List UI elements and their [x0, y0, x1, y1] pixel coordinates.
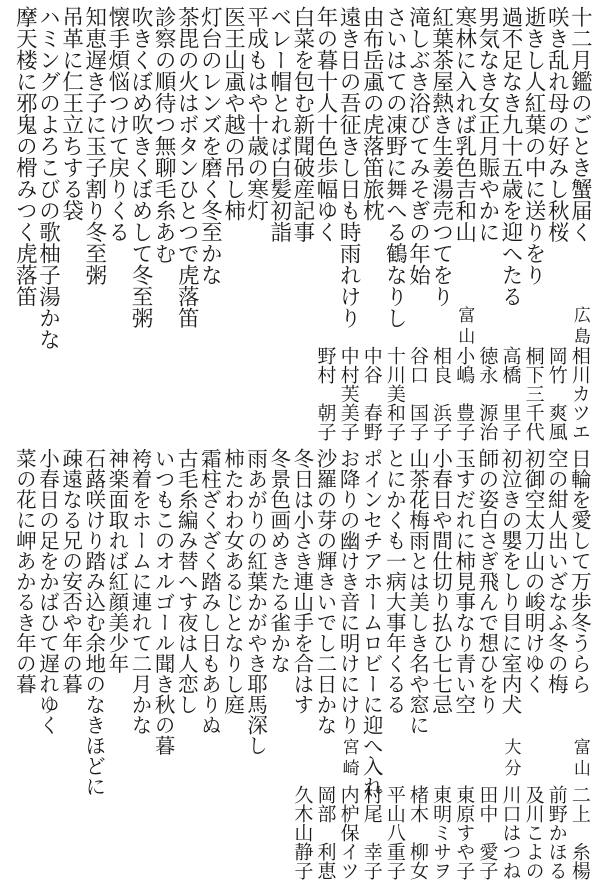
haiku-text: ハミングのよろこびの歌柚子湯かな [35, 6, 61, 350]
haiku-text: 茶毘の火はボタンひとつで虎落笛 [174, 6, 200, 329]
author-name: 野村 朝子 [314, 346, 337, 441]
author-name: 中村芙美子 [337, 346, 360, 441]
haiku-text: 袴着をホームに連れて二月かな [128, 448, 152, 735]
haiku-text: 男気なき女正月賑やかに [474, 6, 500, 243]
haiku-text: 沙羅の芽の輝きいでし二日かな [313, 448, 337, 735]
haiku-text: 初御空太刀山の峻明けゆく [521, 448, 546, 694]
haiku-text: 師の姿白さぎ飛んで想ひをり [474, 448, 499, 715]
haiku-text: 神楽面取れば紅顔美少年 [104, 448, 129, 674]
author-name: 岡部 利恵 [314, 785, 337, 880]
haiku-text: 雨あがりの紅葉かがやき耶馬深し [243, 448, 268, 756]
author-name: 楮木 柳女 [407, 785, 429, 880]
haiku-text: 寒林に入れば乳色吉和山 [451, 6, 477, 243]
region-label: 広島 [569, 306, 590, 348]
haiku-entry [172, 448, 199, 880]
haiku-entry [195, 448, 222, 880]
haiku-text: 咲き乱れ母の好みし秋桜 [544, 6, 570, 243]
haiku-text: 玉すだれに柿見事なり青い空 [451, 448, 476, 715]
haiku-entry [218, 448, 245, 880]
author-name: 田中 愛子 [476, 785, 499, 880]
haiku-text: ベレー帽とれば白髪初詣 [266, 6, 292, 243]
author-name: 久木山静子 [291, 785, 314, 880]
haiku-entry [519, 448, 546, 880]
author-name: 桐下三千代 [522, 346, 545, 441]
haiku-text: 石蕗咲けり踏み込む余地のなきほどに [81, 448, 106, 797]
haiku-text: 由布岳颪の虎落笛旅枕 [359, 6, 385, 221]
author-name: 小嶋 豊子 [453, 346, 476, 441]
haiku-text: 山茶花梅雨とは美しき名や窓に [405, 448, 430, 735]
haiku-text: 古毛糸編み替へす夜は人恋し [174, 448, 199, 715]
haiku-text: 滝しぶき浴びてみそぎの年始 [405, 6, 431, 286]
author-name: 内枦保イツ [337, 785, 360, 880]
haiku-text: 冬日は小さき連山手を合はす [289, 448, 314, 715]
region-label: 富山 [454, 306, 475, 348]
author-name: 二上 糸楊 [568, 785, 591, 880]
author-name: 平山八重子 [383, 785, 406, 880]
author-name: 中谷 春野 [360, 346, 383, 441]
haiku-text: 年の暮十人十色歩幅ゆく [313, 6, 338, 243]
haiku-text: さいはての凍野に舞へる鶴なりし [382, 6, 408, 329]
haiku-entry [380, 448, 407, 880]
haiku-text: 小春日の足をかばひて遅れゆく [35, 448, 60, 735]
haiku-text: 摩天楼に邪鬼の榾みつく虎落笛 [12, 6, 38, 307]
haiku-text: 平成もはや十歳の寒灯 [243, 6, 269, 221]
haiku-text: 過不足なき九十五歳を迎へたる [498, 6, 523, 307]
haiku-text: 菜の花に岬あかるき年の暮 [12, 448, 37, 694]
haiku-text: 柿たわわ女あるじとなりし庭 [220, 448, 245, 715]
author-name: 十川美和子 [383, 346, 406, 441]
haiku-text: 冬景色画めきたる雀かな [266, 448, 291, 674]
author-name: 川口はつね [499, 785, 522, 880]
haiku-text: お降りの幽けき音に明けにけり [336, 448, 361, 735]
haiku-text: 空の紺人出いざなふ冬の梅 [544, 448, 569, 694]
haiku-text: とにかくも一病大事年くるる [382, 448, 407, 715]
upper-haiku-block [10, 6, 593, 441]
haiku-text: 逝きし人紅葉の中に送りをり [521, 6, 547, 286]
haiku-text: 日輪を愛して万歩冬うらら [567, 448, 592, 694]
haiku-text: 十二月鑑のごとき蟹届く [567, 6, 593, 243]
haiku-entry [10, 6, 38, 441]
author-name: 相川カツエ [568, 346, 591, 441]
haiku-entry [565, 448, 592, 880]
haiku-text: ポインセチアホームロビーに迎へ入れ [359, 448, 384, 797]
author-name: 相良 浜子 [430, 346, 453, 441]
author-name: 徳永 源治 [476, 346, 499, 441]
haiku-entry [542, 448, 569, 880]
region-label: 宮崎 [338, 738, 359, 780]
haiku-text: 吹きくぼめ吹きくぼめして冬至粥 [128, 6, 153, 329]
region-label: 大分 [500, 738, 521, 780]
haiku-entry [10, 448, 37, 880]
haiku-entry [403, 448, 430, 880]
author-name: 高橋 里子 [499, 346, 522, 441]
haiku-entry [357, 448, 384, 880]
author-name: 村尾 幸子 [360, 785, 383, 880]
author-name: 岡竹 爽風 [545, 346, 568, 441]
haiku-text: 診察の順待つ無聊毛糸あむ [151, 6, 177, 264]
region-label: 富山 [569, 738, 590, 780]
haiku-text: 医王山颪や越の吊し柿 [220, 6, 246, 221]
haiku-text: いつもこのオルゴール聞き秋の暮 [151, 448, 176, 756]
haiku-text: 灯台のレンズを磨く冬至かな [197, 6, 223, 286]
haiku-text: 吊革に仁王立ちする袋 [58, 6, 84, 221]
haiku-text: 小春日や間仕切り払ひ七七忌 [428, 448, 453, 715]
author-name: 谷口 国子 [407, 346, 429, 441]
haiku-text: 知恵遅き子に玉子割り冬至粥 [81, 6, 107, 286]
haiku-text: 疎遠なる兄の安否や年の暮 [58, 448, 83, 694]
lower-haiku-block [10, 448, 592, 880]
haiku-text: 初泣きの嬰をしり目に室内犬 [498, 448, 522, 715]
haiku-text: 白菜を包む新聞破産記事 [289, 6, 315, 243]
haiku-entry [149, 448, 176, 880]
author-name: 東原すや子 [453, 785, 476, 880]
author-name: 前野かほる [545, 785, 568, 880]
haiku-text: 霜柱ざくざく踏みし日もありぬ [197, 448, 222, 735]
haiku-entry [334, 448, 361, 880]
haiku-text: 遠き日の吾征きし日も時雨れけり [336, 6, 362, 329]
haiku-entry [33, 448, 60, 880]
author-name: 東明ミサヲ [430, 785, 453, 880]
haiku-text: 紅葉茶屋熱き生姜湯売つてをり [428, 6, 454, 307]
haiku-text: 懐手煩悩つけて戻りくる [104, 6, 130, 243]
author-name: 及川こよの [522, 785, 545, 880]
